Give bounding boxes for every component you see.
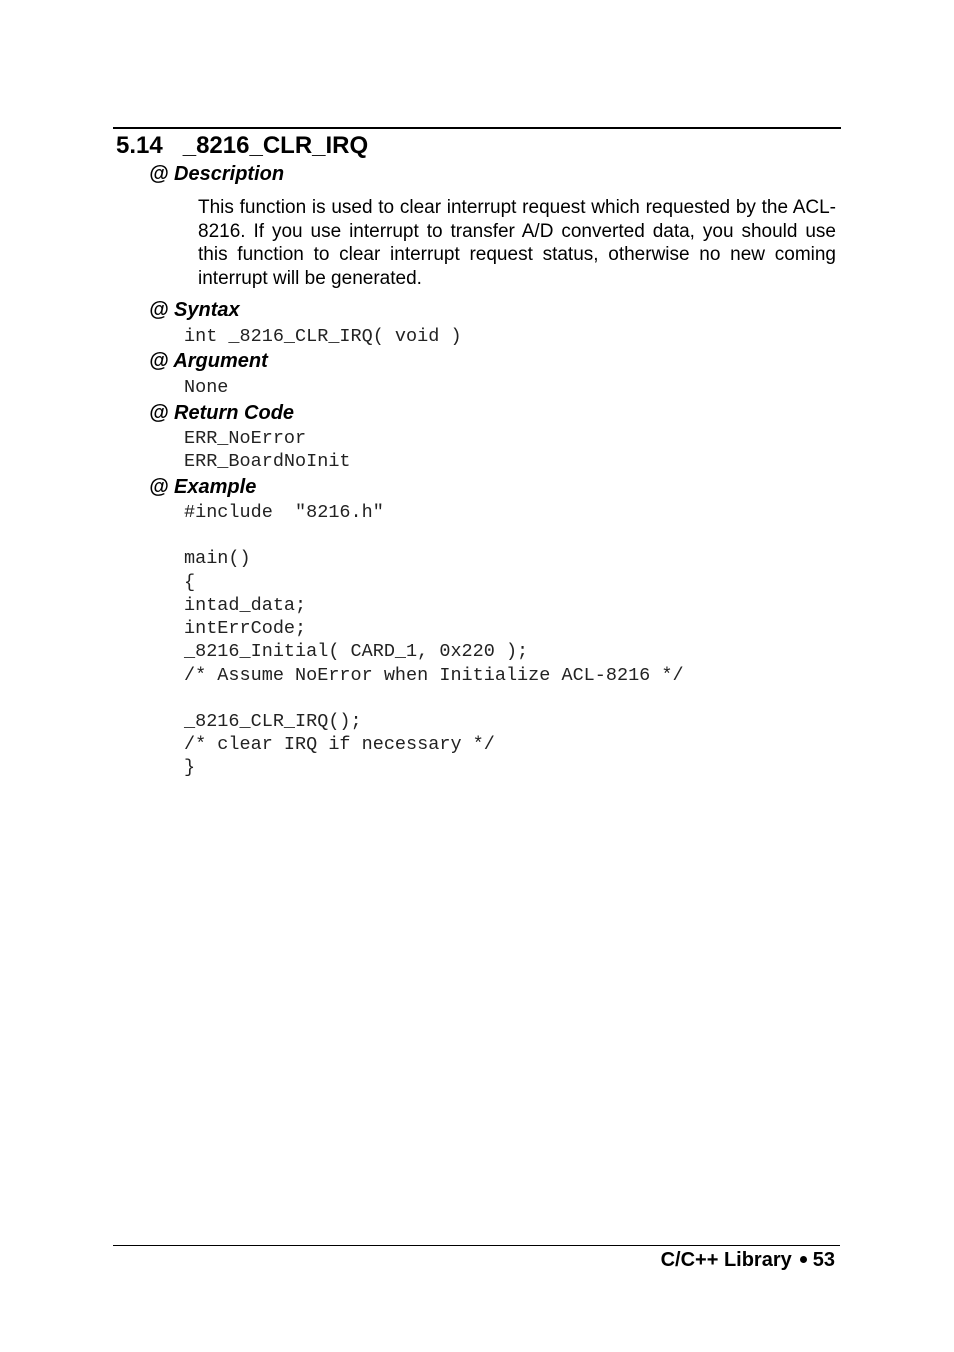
- example-line: _8216_Initial( CARD_1, 0x220 );: [184, 641, 529, 662]
- top-rule: [113, 127, 841, 129]
- example-line: _8216_CLR_IRQ();: [184, 711, 362, 732]
- page-footer: [661, 1248, 835, 1272]
- footer-label: C/C++ Library: [660, 1249, 792, 1271]
- example-line: /* clear IRQ if necessary */: [184, 734, 495, 755]
- example-line: /* Assume NoError when Initialize ACL-8216 */: [184, 665, 684, 686]
- return-code-heading: @ Return Code: [149, 402, 295, 424]
- example-line: #include "8216.h": [184, 502, 384, 523]
- bottom-rule: [113, 1245, 840, 1246]
- argument-value: None: [184, 377, 229, 398]
- example-heading: @ Example: [149, 476, 257, 498]
- example-line: intad_data;: [184, 595, 307, 616]
- syntax-heading: @ Syntax: [149, 299, 240, 321]
- example-line: intErrCode;: [184, 618, 307, 639]
- syntax-code: int _8216_CLR_IRQ( void ): [184, 326, 462, 347]
- section-number: 5.14: [116, 132, 163, 159]
- return-code-item: ERR_NoError: [184, 428, 307, 449]
- example-line: }: [184, 757, 196, 778]
- section-heading: [116, 132, 368, 160]
- bullet-icon: [800, 1256, 807, 1263]
- section-title: _8216_CLR_IRQ: [182, 132, 369, 159]
- return-code-item: ERR_BoardNoInit: [184, 451, 351, 472]
- example-line: main(): [184, 548, 251, 569]
- example-line: {: [184, 572, 196, 593]
- argument-heading: @ Argument: [149, 350, 268, 372]
- description-text: This function is used to clear interrupt request which requested by the ACL-8216. If you use interrupt to transfer A/D converted data, you should use this function to clear interrupt request status, otherwise no new coming interrupt will be generated.: [198, 197, 836, 289]
- page-number: 53: [812, 1249, 835, 1271]
- description-heading: @ Description: [149, 163, 285, 185]
